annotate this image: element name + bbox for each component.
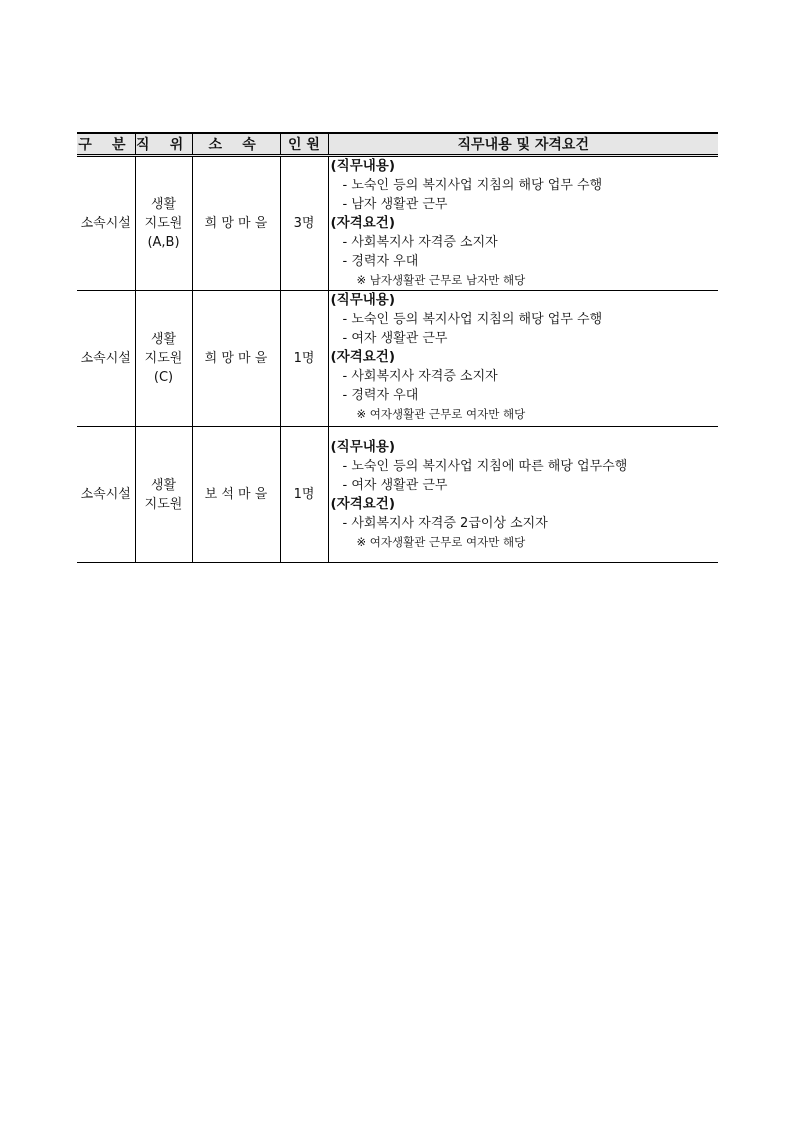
category-cell: 소속시설: [77, 156, 135, 291]
position-line: (C): [153, 370, 174, 385]
duties-heading: (직무내용): [330, 438, 396, 455]
affiliation-cell: 보 석 마 을: [192, 427, 280, 563]
header-category: 구 분: [77, 133, 135, 156]
category-cell: 소속시설: [77, 291, 135, 427]
count-cell: 1명: [280, 291, 328, 427]
details-cell: [328, 427, 718, 563]
affiliation-cell: 희 망 마 을: [192, 156, 280, 291]
qualification-item: - 사회복지사 자격증 2급이상 소지자: [342, 515, 548, 531]
table-row: [77, 156, 718, 291]
duty-item: - 노숙인 등의 복지사업 지침의 해당 업무 수행: [342, 178, 603, 193]
position-line: 지도원: [144, 216, 183, 231]
header-details: 직무내용 및 자격요건: [328, 133, 718, 156]
note: ※ 여자생활관 근무로 여자만 해당: [356, 407, 526, 421]
qualification-item: - 경력자 우대: [342, 254, 419, 269]
position-cell: [135, 427, 192, 563]
affiliation-cell: 희 망 마 을: [192, 291, 280, 427]
position-line: 생활: [150, 332, 177, 347]
count-cell: 1명: [280, 427, 328, 563]
header-count: 인 원: [280, 133, 328, 156]
table-row: [77, 291, 718, 427]
category-cell: 소속시설: [77, 427, 135, 563]
details-cell: [328, 291, 718, 427]
qualifications-heading: (자격요건): [330, 215, 396, 231]
position-cell: [135, 156, 192, 291]
note: ※ 남자생활관 근무로 남자만 해당: [356, 273, 526, 287]
details-cell: [328, 156, 718, 291]
header-affiliation: 소 속: [192, 133, 280, 156]
position-line: (A,B): [147, 235, 180, 250]
position-cell: [135, 291, 192, 427]
qualifications-heading: (자격요건): [330, 349, 396, 365]
header-position: 직 위: [135, 133, 192, 156]
qualification-item: - 사회복지사 자격증 소지자: [342, 235, 498, 250]
recruitment-table: [77, 132, 718, 563]
position-line: 생활: [150, 477, 177, 493]
qualification-item: - 사회복지사 자격증 소지자: [342, 369, 498, 384]
note: ※ 여자생활관 근무로 여자만 해당: [356, 534, 526, 549]
count-cell: 3명: [280, 156, 328, 291]
duty-item: - 남자 생활관 근무: [342, 197, 448, 212]
duty-item: - 노숙인 등의 복지사업 지침의 해당 업무 수행: [342, 312, 603, 327]
position-line: 지도원: [144, 351, 183, 366]
qualification-item: - 경력자 우대: [342, 388, 419, 403]
qualifications-heading: (자격요건): [330, 495, 396, 512]
duty-item: - 노숙인 등의 복지사업 지침에 따른 해당 업무수행: [342, 458, 628, 474]
header-row: [77, 133, 718, 156]
position-line: 생활: [150, 197, 177, 212]
duty-item: - 여자 생활관 근무: [342, 331, 448, 346]
duties-heading: (직무내용): [330, 158, 396, 174]
duty-item: - 여자 생활관 근무: [342, 477, 448, 493]
position-line: 지도원: [144, 496, 183, 512]
table-row: [77, 427, 718, 563]
duties-heading: (직무내용): [330, 292, 396, 308]
